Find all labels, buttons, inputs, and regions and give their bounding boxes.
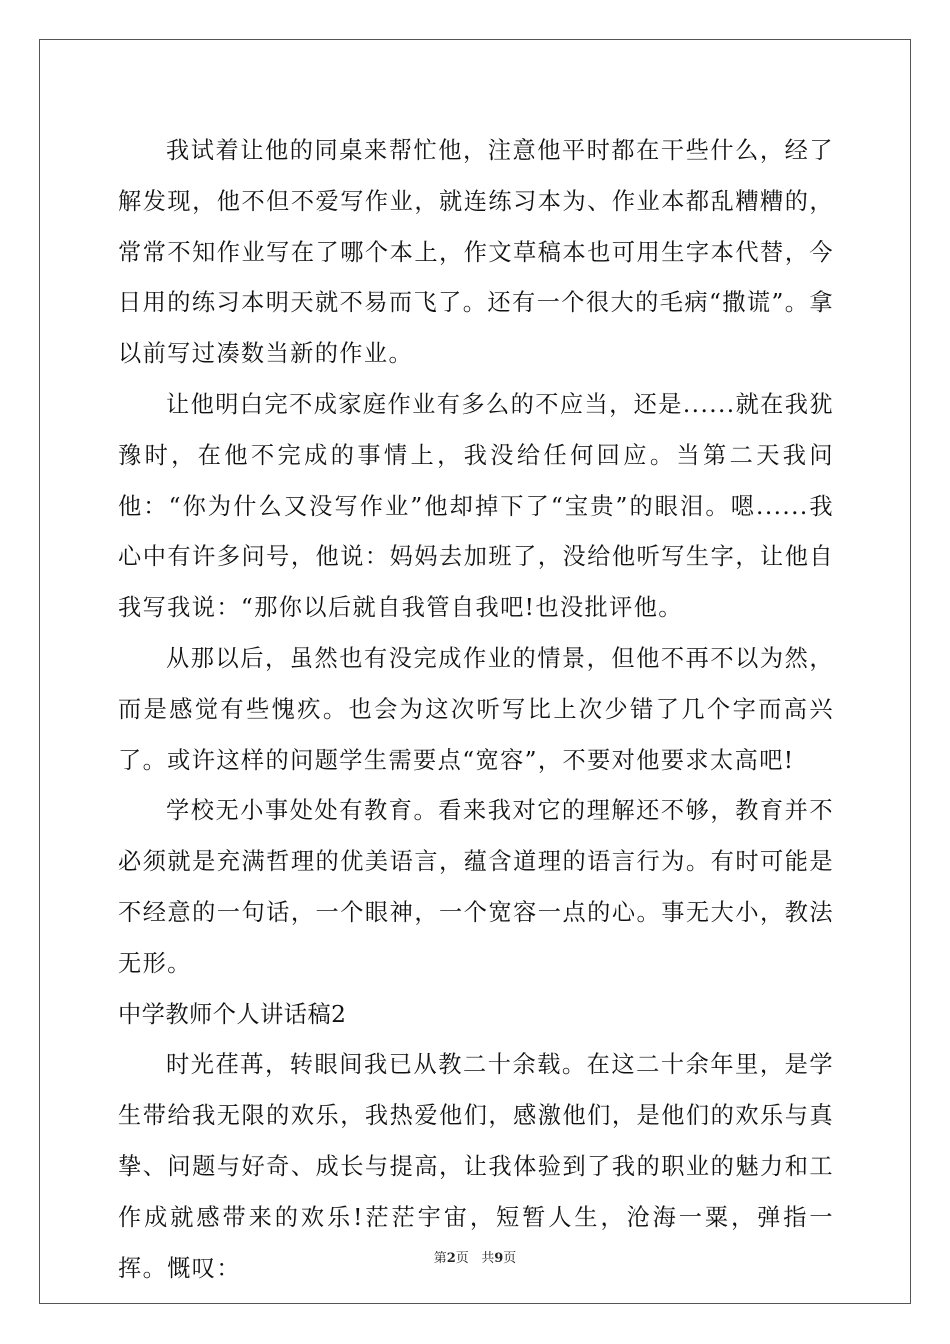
footer-total-suffix: 页: [503, 1251, 517, 1266]
paragraph-1: 我试着让他的同桌来帮忙他，注意他平时都在干些什么，经了解发现，他不但不爱写作业，就连练习本为、作业本都乱糟糟的，常常不知作业写在了哪个本上，作文草稿本也可用生字本代替，今日用的练习本明天就不易而飞了。还有一个很大的毛病“撒谎”。拿以前写过凑数当新的作业。: [118, 137, 834, 368]
section-heading: 中学教师个人讲话稿2: [118, 1000, 347, 1028]
page-footer: [0, 1247, 950, 1266]
footer-page-number: 2: [446, 1251, 456, 1266]
footer-total-pages: 9: [494, 1251, 504, 1266]
footer-page-prefix: 第: [433, 1251, 447, 1266]
document-body: [118, 126, 834, 1294]
paragraph-4: 学校无小事处处有教育。看来我对它的理解还不够，教育并不必须就是充满哲理的优美语言，蕴含道理的语言行为。有时可能是不经意的一句话，一个眼神，一个宽容一点的心。事无大小，教法无形。: [118, 797, 834, 977]
paragraph-3: 从那以后，虽然也有没完成作业的情景，但他不再不以为然，而是感觉有些愧疚。也会为这次听写比上次少错了几个字而高兴了。或许这样的问题学生需要点“宽容”，不要对他要求太高吧!: [118, 644, 834, 774]
paragraph-2: 让他明白完不成家庭作业有多么的不应当，还是......就在我犹豫时，在他不完成的事情上，我没给任何回应。当第二天我问他：“你为什么又没写作业”他却掉下了“宝贵”的眼泪。嗯......我心中有许多问号，他说：妈妈去加班了，没给他听写生字，让他自我写我说：“那你以后就自我管自我吧!也没批评他。: [118, 390, 834, 622]
footer-page-suffix: 页: [455, 1251, 469, 1266]
paragraph-5: 时光荏苒，转眼间我已从教二十余载。在这二十余年里，是学生带给我无限的欢乐，我热爱他们，感激他们，是他们的欢乐与真挚、问题与好奇、成长与提高，让我体验到了我的职业的魅力和工作成就感带来的欢乐!茫茫宇宙，短暂人生，沧海一粟，弹指一挥。慨叹：: [118, 1051, 834, 1282]
footer-total-prefix: 共: [481, 1251, 495, 1266]
